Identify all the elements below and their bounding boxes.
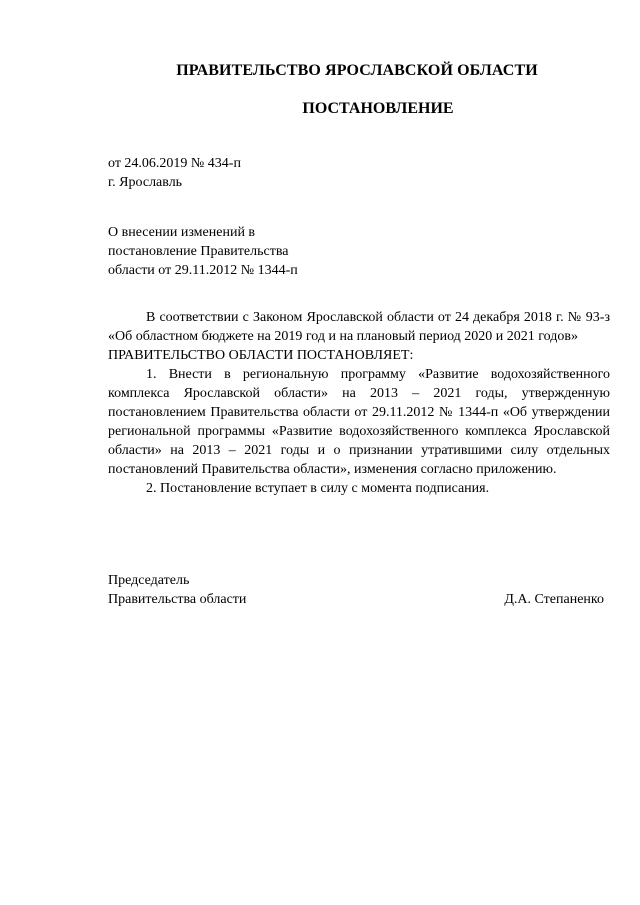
government-title: ПРАВИТЕЛЬСТВО ЯРОСЛАВСКОЙ ОБЛАСТИ — [176, 62, 538, 79]
subject-line: области от 29.11.2012 № 1344-п — [108, 263, 298, 278]
document-subject — [108, 223, 298, 280]
document-body — [108, 308, 610, 498]
preamble-paragraph: В соответствии с Законом Ярославской области от 24 декабря 2018 г. № 93-з «Об областном бюджете на 2019 год и на плановый период 2020 и 2021 годов» — [108, 310, 610, 344]
signer-name: Д.А. Степаненко — [504, 592, 604, 607]
subject-line: О внесении изменений в — [108, 225, 256, 240]
document-type-title: ПОСТАНОВЛЕНИЕ — [302, 100, 454, 117]
decree-statement: ПРАВИТЕЛЬСТВО ОБЛАСТИ ПОСТАНОВЛЯЕТ: — [108, 348, 414, 363]
document-meta — [108, 154, 241, 192]
subject-line: постановление Правительства — [108, 244, 289, 259]
decree-item-2: 2. Постановление вступает в силу с момента подписания. — [146, 481, 490, 496]
decree-item-1: 1. Внести в региональную программу «Развитие водохозяйственного комплекса Ярославской области» на 2013 – 2021 годы, утвержденную постановлением Правительства области от 29.11.2012 № 1344-п «Об утверждении региональной программы «Развитие водохозяйственного комплекса Ярославской области» на 2013 – 2021 годы и о признании утратившими силу отдельных постановлений Правительства области», изменения согласно приложению. — [108, 367, 610, 477]
city: г. Ярославль — [108, 175, 183, 190]
date-number: от 24.06.2019 № 434-п — [108, 156, 241, 171]
signature-block — [108, 571, 610, 609]
signer-position-line1: Председатель — [108, 573, 190, 588]
signer-position-line2: Правительства области — [108, 592, 247, 607]
